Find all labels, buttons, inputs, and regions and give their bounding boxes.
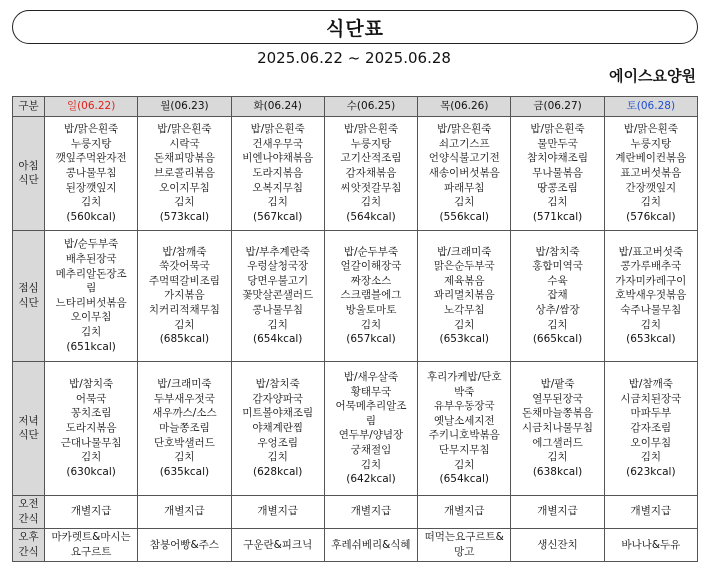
menu-item: 밥/크래미죽 xyxy=(157,378,212,391)
menu-item: 잡채 xyxy=(547,289,568,302)
cell-lines xyxy=(138,538,230,553)
cell-lines xyxy=(605,504,697,519)
snack-item: 마카렛트&마시는 xyxy=(51,531,131,544)
menu-item: 노각무침 xyxy=(443,304,485,317)
menu-item: 배추된장국 xyxy=(65,253,117,265)
menu-cell xyxy=(324,362,417,496)
menu-item: 상추/쌈장 xyxy=(535,304,580,317)
menu-item: (576kcal) xyxy=(626,210,676,223)
date-range: 2025.06.22 ~ 2025.06.28 xyxy=(257,49,451,67)
menu-item: 간장깻잎지 xyxy=(625,181,677,194)
menu-item: (564kcal) xyxy=(346,210,396,223)
menu-item: (653kcal) xyxy=(626,333,676,346)
cell-lines xyxy=(325,122,417,224)
row-label-text: 식단 xyxy=(18,296,39,309)
menu-item: 누룽지탕 xyxy=(630,137,672,150)
menu-item: 후리가케밥/단호 xyxy=(426,371,502,383)
menu-item: 밥/참치죽 xyxy=(535,245,580,258)
menu-item: 홍합미역국 xyxy=(532,260,583,273)
page-title: 식단표 xyxy=(12,10,698,44)
menu-item: 단무지무침 xyxy=(438,443,490,456)
snack-cell xyxy=(511,528,604,561)
menu-cell xyxy=(45,230,138,362)
menu-item: 콩나물무침 xyxy=(65,166,117,179)
menu-item: 물만두국 xyxy=(537,137,578,150)
menu-item: (638kcal) xyxy=(532,465,583,478)
menu-item: 비엔나야채볶음 xyxy=(242,152,314,165)
menu-item: 김치 xyxy=(174,318,195,331)
snack-item: 망고 xyxy=(454,545,475,558)
menu-item: 김치 xyxy=(640,318,661,331)
row-label-text: 오후 xyxy=(18,531,39,544)
menu-item: 꽃맛살콘샐러드 xyxy=(242,289,314,302)
menu-item: 우엉조림 xyxy=(257,436,298,449)
menu-cell xyxy=(604,117,697,231)
menu-item: 밥/참치죽 xyxy=(69,378,114,391)
menu-item: 밥/참치죽 xyxy=(255,378,300,391)
snack-cell xyxy=(231,495,324,528)
menu-item: 돈채피망볶음 xyxy=(153,152,215,165)
menu-item: (623kcal) xyxy=(626,465,676,478)
row-label xyxy=(13,495,45,528)
menu-item: 꽁치조림 xyxy=(70,407,112,420)
menu-item: 김치 xyxy=(267,451,288,464)
cell-lines xyxy=(232,504,324,519)
menu-item: 짜장소스 xyxy=(350,274,392,287)
menu-item: (628kcal) xyxy=(252,465,303,478)
menu-item: 밥/맑은흰죽 xyxy=(64,123,119,136)
menu-item: 옛날소세지전 xyxy=(433,414,495,427)
snack-item: 개별지급 xyxy=(257,505,298,518)
cell-lines xyxy=(325,538,417,553)
menu-item: 땅콩조림 xyxy=(537,181,578,194)
menu-item: 제육볶음 xyxy=(443,274,485,287)
menu-item: (657kcal) xyxy=(346,333,396,346)
menu-item: 에그샐러드 xyxy=(532,436,583,449)
menu-item: 김치 xyxy=(640,196,661,209)
cell-lines xyxy=(605,245,697,347)
menu-item: 당면우불고기 xyxy=(247,274,309,287)
snack-cell xyxy=(138,495,231,528)
menu-item: 김치 xyxy=(360,196,382,209)
menu-item: 김치 xyxy=(174,196,195,209)
menu-item: (573kcal) xyxy=(159,210,210,223)
cell-lines xyxy=(45,122,137,224)
header-row xyxy=(13,97,698,117)
menu-item: 김치 xyxy=(267,318,288,331)
menu-item: 언양식불고기전 xyxy=(428,152,500,165)
snack-cell xyxy=(324,495,417,528)
cell-lines xyxy=(232,122,324,224)
cell-lines xyxy=(511,122,603,224)
menu-item: 밥/맑은흰죽 xyxy=(530,123,585,136)
menu-cell xyxy=(231,362,324,496)
snack-cell xyxy=(604,495,697,528)
menu-item: 김치 xyxy=(454,318,475,331)
menu-item: 씨앗젓갈무침 xyxy=(340,181,402,194)
menu-item: 연두부/양념장 xyxy=(338,429,404,442)
day-header: 목(06.26) xyxy=(418,97,511,117)
organization-name: 에이스요양원 xyxy=(609,67,696,85)
row-label-text: 저녁 xyxy=(18,414,39,427)
menu-item: (630kcal) xyxy=(66,465,116,478)
menu-item: 얼갈이해장국 xyxy=(340,260,402,273)
snack-item: 개별지급 xyxy=(537,505,578,518)
cell-lines xyxy=(232,538,324,553)
menu-item: (635kcal) xyxy=(159,465,210,478)
meal-row xyxy=(13,117,698,231)
snack-item: 개별지급 xyxy=(164,505,205,518)
snack-cell xyxy=(604,528,697,561)
menu-item: 새송이버섯볶음 xyxy=(428,166,500,179)
menu-item: (571kcal) xyxy=(532,210,583,223)
menu-item: (654kcal) xyxy=(252,333,303,346)
menu-item: 치커리적채무침 xyxy=(148,304,220,317)
cell-lines xyxy=(605,377,697,479)
menu-item: 밥/맑은흰죽 xyxy=(343,123,399,136)
snack-cell xyxy=(418,495,511,528)
menu-item: 밥/표고버섯죽 xyxy=(618,245,684,258)
snack-item: 후레쉬베리&식혜 xyxy=(331,538,411,551)
menu-item: 김치 xyxy=(547,451,568,464)
menu-item: 우렁살청국장 xyxy=(247,260,309,273)
menu-item: 파래무침 xyxy=(443,181,485,194)
cell-lines xyxy=(605,538,697,553)
day-header: 토(06.28) xyxy=(604,97,697,117)
snack-item: 떠먹는요구르트& xyxy=(424,531,504,544)
menu-cell xyxy=(604,362,697,496)
menu-item: 궁채절임 xyxy=(350,443,392,456)
menu-item: 밥/순두부죽 xyxy=(64,238,119,251)
day-header: 월(06.23) xyxy=(138,97,231,117)
menu-cell xyxy=(45,117,138,231)
row-label-text: 간식 xyxy=(18,512,39,525)
cell-lines xyxy=(138,245,230,347)
snack-item: 요구르트 xyxy=(70,545,112,558)
snack-item: 구운란&피크닉 xyxy=(243,538,313,551)
cell-lines xyxy=(511,245,603,347)
menu-item: 두부새우젓국 xyxy=(153,392,215,405)
snack-row xyxy=(13,528,698,561)
menu-item: 감자채볶음 xyxy=(345,166,397,179)
menu-cell xyxy=(138,230,231,362)
row-label xyxy=(13,117,45,231)
cell-lines xyxy=(511,377,603,479)
cell-lines xyxy=(45,504,137,519)
meal-plan-table xyxy=(12,96,698,562)
menu-item: 김치 xyxy=(454,196,475,209)
menu-item: 밥/새우살죽 xyxy=(343,371,399,383)
meal-row xyxy=(13,230,698,362)
menu-item: 림 xyxy=(86,282,97,295)
menu-cell xyxy=(231,117,324,231)
menu-item: 콩가루배추국 xyxy=(620,260,682,273)
snack-cell xyxy=(138,528,231,561)
cell-lines xyxy=(418,245,510,347)
menu-item: 김치 xyxy=(80,196,102,209)
cell-lines xyxy=(418,122,510,224)
menu-item: (685kcal) xyxy=(159,333,210,346)
snack-cell xyxy=(231,528,324,561)
menu-item: 황태무국 xyxy=(350,385,392,398)
menu-item: 어묵메추리알조 xyxy=(335,400,407,413)
menu-item: 감자조림 xyxy=(630,422,672,435)
menu-item: 밥/맑은흰죽 xyxy=(437,123,492,136)
menu-item: 오복지무침 xyxy=(252,181,304,194)
menu-item: 감자양파국 xyxy=(252,392,304,405)
menu-item: 밥/맑은흰죽 xyxy=(157,123,212,136)
menu-item: 마늘쫑조림 xyxy=(159,422,210,435)
menu-item: 김치 xyxy=(80,451,102,464)
cell-lines xyxy=(605,122,697,224)
menu-item: 근대나물무침 xyxy=(60,436,122,449)
menu-item: 박죽 xyxy=(454,385,475,398)
day-header: 수(06.25) xyxy=(324,97,417,117)
menu-item: 고기산적조림 xyxy=(340,152,402,165)
row-label-text: 오전 xyxy=(18,498,39,511)
menu-item: 콩나물무침 xyxy=(252,304,304,317)
menu-item: 밥/순두부죽 xyxy=(343,245,399,258)
menu-cell xyxy=(511,117,604,231)
snack-cell xyxy=(511,495,604,528)
menu-item: 숙주나물무침 xyxy=(620,304,682,317)
menu-item: 김치 xyxy=(547,196,568,209)
menu-item: 밥/크래미죽 xyxy=(437,245,492,258)
snack-item: 개별지급 xyxy=(630,505,672,518)
menu-item: 쇠고기스프 xyxy=(438,137,490,150)
menu-item: 야채계란찜 xyxy=(252,422,304,435)
cell-lines xyxy=(138,377,230,479)
menu-item: 밥/맑은흰죽 xyxy=(250,123,305,136)
row-label-text: 점심 xyxy=(18,282,39,295)
cell-lines xyxy=(232,377,324,479)
menu-item: 브로콜리볶음 xyxy=(153,166,215,179)
menu-item: 돈채마늘쫑볶음 xyxy=(522,407,594,420)
menu-item: 건새우무국 xyxy=(252,137,304,150)
menu-item: (665kcal) xyxy=(532,333,583,346)
cell-lines xyxy=(325,370,417,487)
snack-cell xyxy=(45,528,138,561)
cell-lines xyxy=(45,237,137,354)
menu-item: 밥/팥죽 xyxy=(540,378,575,391)
menu-item: 밥/참깨죽 xyxy=(628,378,673,391)
row-label-text: 간식 xyxy=(18,545,39,558)
menu-item: 주먹떡갈비조림 xyxy=(148,274,220,287)
menu-item: 수육 xyxy=(547,274,568,287)
cell-lines xyxy=(511,504,603,519)
menu-item: 시금치나물무침 xyxy=(522,422,594,435)
snack-cell xyxy=(418,528,511,561)
menu-item: 열무된장국 xyxy=(532,392,583,405)
menu-item: 누룽지탕 xyxy=(350,137,392,150)
day-header: 금(06.27) xyxy=(511,97,604,117)
menu-item: 표고버섯볶음 xyxy=(620,166,682,179)
cell-lines xyxy=(325,504,417,519)
menu-item: 어묵국 xyxy=(75,392,107,405)
menu-item: 시락국 xyxy=(169,137,200,150)
menu-item: 쑥갓어묵국 xyxy=(159,260,210,273)
menu-cell xyxy=(511,230,604,362)
menu-item: 김치 xyxy=(454,458,475,471)
snack-item: 개별지급 xyxy=(350,505,392,518)
menu-item: 꽈리멸치볶음 xyxy=(433,289,495,302)
snack-cell xyxy=(45,495,138,528)
menu-item: 호박새우젓볶음 xyxy=(615,289,687,302)
menu-item: 맑은순두부국 xyxy=(433,260,495,273)
menu-cell xyxy=(418,362,511,496)
row-label xyxy=(13,528,45,561)
cell-lines xyxy=(45,530,137,559)
menu-item: 가자미카레구이 xyxy=(615,274,687,287)
menu-item: 김치 xyxy=(547,318,568,331)
menu-item: 김치 xyxy=(360,458,382,471)
menu-cell xyxy=(511,362,604,496)
menu-item: 메추리알돈장조 xyxy=(55,267,127,280)
menu-item: 오이무침 xyxy=(630,436,672,449)
menu-item: 림 xyxy=(365,414,377,427)
menu-item: 스크램블에그 xyxy=(340,289,402,302)
cell-lines xyxy=(325,245,417,347)
snack-item: 참붕어빵&주스 xyxy=(149,538,219,551)
snack-item: 바나나&두유 xyxy=(621,538,681,551)
menu-cell xyxy=(138,117,231,231)
menu-item: 유부우동장국 xyxy=(433,400,495,413)
menu-item: (556kcal) xyxy=(439,210,489,223)
row-label-text: 식단 xyxy=(18,429,39,442)
menu-item: 단호박샐러드 xyxy=(153,436,215,449)
snack-item: 개별지급 xyxy=(443,505,485,518)
menu-item: 김치 xyxy=(80,325,102,338)
menu-item: 방울토마토 xyxy=(345,304,397,317)
row-label xyxy=(13,230,45,362)
snack-row xyxy=(13,495,698,528)
menu-item: (651kcal) xyxy=(66,340,116,353)
menu-cell xyxy=(324,117,417,231)
row-label-text: 아침 xyxy=(18,159,39,172)
row-label xyxy=(13,362,45,496)
menu-item: 도라지볶음 xyxy=(252,166,304,179)
menu-item: (653kcal) xyxy=(439,333,489,346)
cell-lines xyxy=(138,122,230,224)
menu-item: 밥/맑은흰죽 xyxy=(623,123,678,136)
menu-item: 깻잎주먹완자전 xyxy=(55,152,127,165)
menu-cell xyxy=(418,117,511,231)
snack-cell xyxy=(324,528,417,561)
menu-item: (567kcal) xyxy=(252,210,303,223)
menu-item: 참치야채조림 xyxy=(527,152,588,165)
menu-item: 마파두부 xyxy=(630,407,672,420)
header-corner: 구분 xyxy=(13,97,45,117)
menu-cell xyxy=(45,362,138,496)
menu-item: 무나물볶음 xyxy=(532,166,583,179)
snack-item: 개별지급 xyxy=(70,505,112,518)
menu-cell xyxy=(604,230,697,362)
menu-item: (560kcal) xyxy=(66,210,116,223)
cell-lines xyxy=(138,504,230,519)
menu-item: 오이무침 xyxy=(70,311,112,324)
cell-lines xyxy=(511,538,603,553)
menu-item: 새우까스/소스 xyxy=(152,407,217,420)
row-label-text: 식단 xyxy=(18,174,39,187)
menu-item: 된장깻잎지 xyxy=(65,181,117,194)
menu-item: 밥/부추계란죽 xyxy=(245,245,310,258)
menu-cell xyxy=(324,230,417,362)
menu-item: 김치 xyxy=(267,196,288,209)
menu-item: 가지볶음 xyxy=(164,289,205,302)
menu-item: 밥/참깨죽 xyxy=(162,245,207,258)
menu-item: 김치 xyxy=(360,318,382,331)
menu-item: (642kcal) xyxy=(346,473,396,486)
menu-item: 김치 xyxy=(174,451,195,464)
menu-item: (654kcal) xyxy=(439,473,489,486)
snack-item: 생신잔치 xyxy=(537,538,578,551)
menu-item: 오이지무침 xyxy=(159,181,210,194)
menu-cell xyxy=(138,362,231,496)
cell-lines xyxy=(418,370,510,487)
day-header: 화(06.24) xyxy=(231,97,324,117)
cell-lines xyxy=(418,504,510,519)
menu-cell xyxy=(231,230,324,362)
cell-lines xyxy=(418,530,510,559)
menu-item: 계란베이컨볶음 xyxy=(615,152,687,165)
menu-item: 시금치된장국 xyxy=(620,392,682,405)
menu-cell xyxy=(418,230,511,362)
meal-row xyxy=(13,362,698,496)
menu-item: 누룽지탕 xyxy=(70,137,112,150)
cell-lines xyxy=(232,245,324,347)
menu-item: 느타리버섯볶음 xyxy=(55,296,127,309)
menu-item: 미트볼야채조림 xyxy=(242,407,314,420)
day-header: 일(06.22) xyxy=(45,97,138,117)
cell-lines xyxy=(45,377,137,479)
menu-item: 도라지볶음 xyxy=(65,422,117,435)
menu-item: 주키니호박볶음 xyxy=(428,429,500,442)
menu-item: 김치 xyxy=(640,451,661,464)
